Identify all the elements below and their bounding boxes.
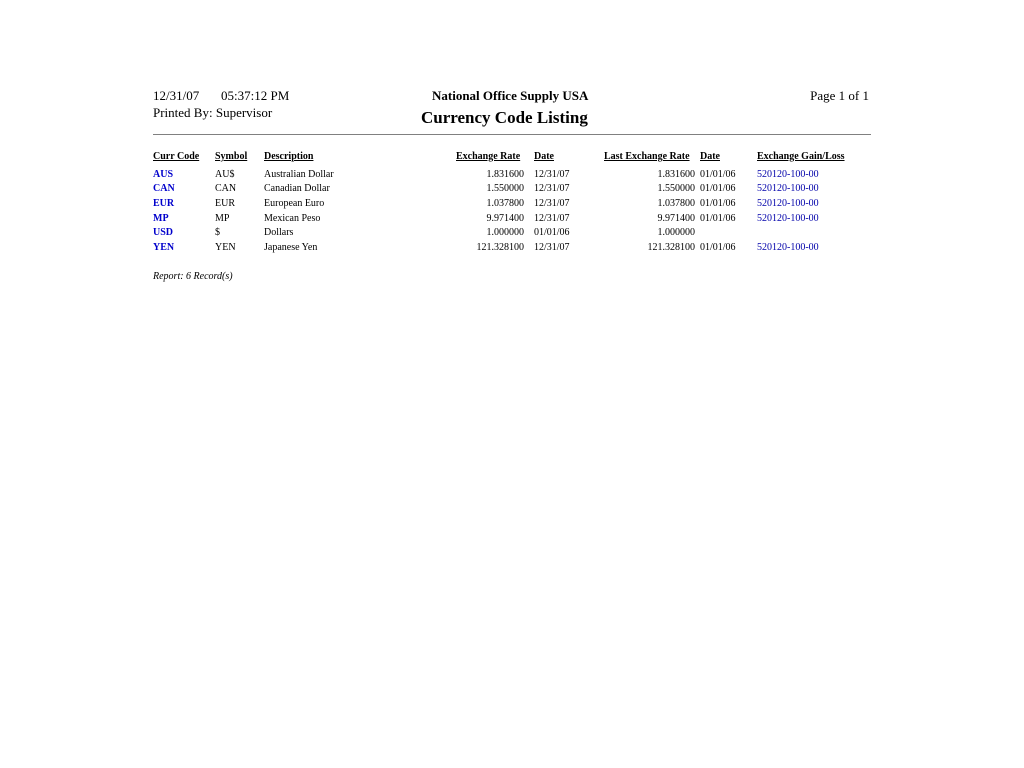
last-rate-date: 01/01/06 (700, 183, 736, 194)
currency-description: Japanese Yen (264, 242, 318, 253)
gain-loss-account-link[interactable]: 520120-100-00 (757, 169, 819, 180)
column-header-gain-loss: Exchange Gain/Loss (757, 151, 845, 162)
report-date: 12/31/07 (153, 88, 200, 103)
currency-symbol: YEN (215, 242, 236, 253)
column-header-exchange-rate: Exchange Rate (456, 151, 521, 162)
gain-loss-account-link[interactable]: 520120-100-00 (757, 242, 819, 253)
currency-description: Australian Dollar (264, 169, 334, 180)
currency-code-link[interactable]: EUR (153, 198, 175, 209)
header-divider (153, 134, 871, 135)
exchange-rate: 1.037800 (486, 198, 524, 209)
currency-code-link[interactable]: AUS (153, 169, 174, 180)
rate-date: 12/31/07 (534, 242, 570, 253)
exchange-rate: 1.000000 (486, 227, 524, 238)
printed-by: Printed By: Supervisor (153, 105, 273, 120)
currency-symbol: CAN (215, 183, 237, 194)
record-count: Report: 6 Record(s) (153, 271, 233, 282)
exchange-rate: 1.831600 (486, 169, 524, 180)
report-title: Currency Code Listing (421, 108, 588, 127)
company-name: National Office Supply USA (432, 88, 589, 103)
last-exchange-rate: 1.550000 (657, 183, 695, 194)
last-exchange-rate: 1.831600 (657, 169, 695, 180)
currency-code-link[interactable]: USD (153, 227, 174, 238)
column-header-symbol: Symbol (215, 151, 248, 162)
exchange-rate: 1.550000 (486, 183, 524, 194)
currency-code-link[interactable]: MP (153, 213, 169, 224)
rate-date: 12/31/07 (534, 213, 570, 224)
gain-loss-account-link[interactable]: 520120-100-00 (757, 213, 819, 224)
currency-description: Dollars (264, 227, 294, 238)
rate-date: 12/31/07 (534, 169, 570, 180)
currency-description: Canadian Dollar (264, 183, 330, 194)
last-exchange-rate: 1.000000 (657, 227, 695, 238)
last-exchange-rate: 9.971400 (657, 213, 695, 224)
currency-symbol: $ (215, 227, 220, 238)
currency-symbol: AU$ (215, 169, 235, 180)
last-rate-date: 01/01/06 (700, 242, 736, 253)
last-rate-date: 01/01/06 (700, 213, 736, 224)
column-header-last-date: Date (700, 151, 720, 162)
report-time: 05:37:12 PM (221, 88, 290, 103)
currency-symbol: MP (215, 213, 230, 224)
last-exchange-rate: 1.037800 (657, 198, 695, 209)
exchange-rate: 121.328100 (476, 242, 524, 253)
gain-loss-account-link[interactable]: 520120-100-00 (757, 183, 819, 194)
column-header-last-exchange-rate: Last Exchange Rate (604, 151, 690, 162)
column-header-description: Description (264, 151, 314, 162)
gain-loss-account-link[interactable]: 520120-100-00 (757, 198, 819, 209)
last-rate-date: 01/01/06 (700, 198, 736, 209)
page-number: Page 1 of 1 (810, 88, 869, 103)
rate-date: 12/31/07 (534, 198, 570, 209)
currency-code-link[interactable]: YEN (153, 242, 175, 253)
currency-code-link[interactable]: CAN (153, 183, 175, 194)
last-exchange-rate: 121.328100 (647, 242, 695, 253)
last-rate-date: 01/01/06 (700, 169, 736, 180)
currency-symbol: EUR (215, 198, 235, 209)
currency-description: Mexican Peso (264, 213, 321, 224)
column-header-date: Date (534, 151, 554, 162)
exchange-rate: 9.971400 (486, 213, 524, 224)
rate-date: 01/01/06 (534, 227, 570, 238)
column-header-curr-code: Curr Code (153, 151, 200, 162)
rate-date: 12/31/07 (534, 183, 570, 194)
currency-description: European Euro (264, 198, 325, 209)
